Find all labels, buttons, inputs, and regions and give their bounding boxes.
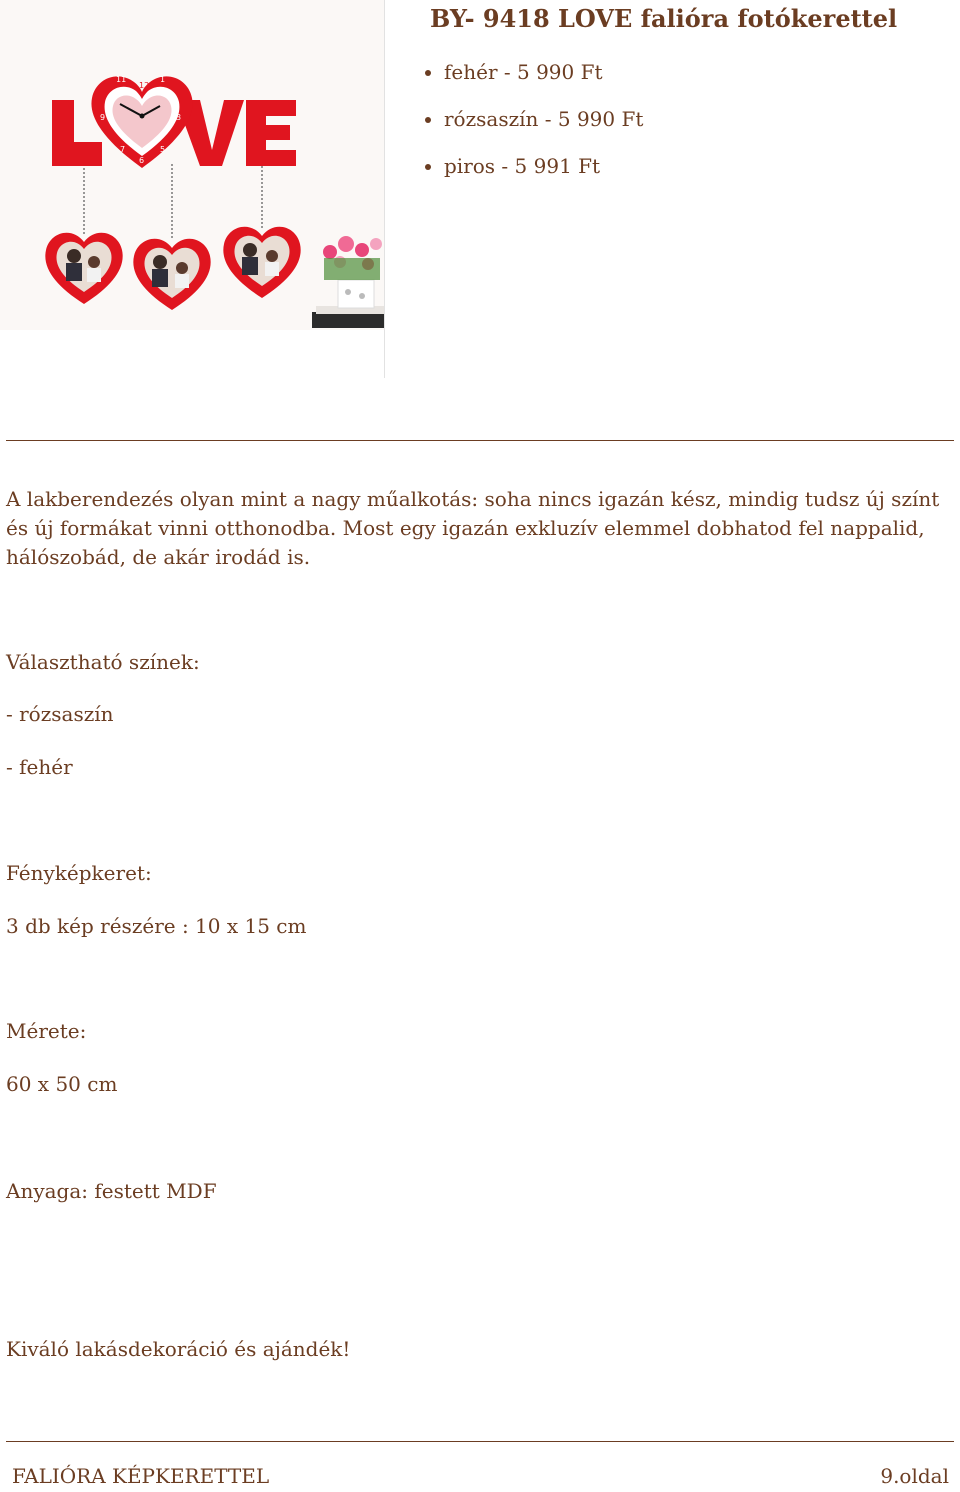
- frame-label: Fényképkeret:: [6, 861, 152, 885]
- closing-text: Kiváló lakásdekoráció és ajándék!: [6, 1337, 351, 1361]
- bullet-icon: [425, 117, 431, 123]
- variant-label: rózsaszín - 5 990 Ft: [444, 107, 644, 131]
- material-text: Anyaga: festett MDF: [6, 1179, 217, 1203]
- clock-number-11: 11: [116, 75, 127, 84]
- variant-label: piros - 5 991 Ft: [444, 154, 601, 178]
- clock-number-12: 12: [139, 81, 150, 90]
- clock-number-5: 5: [160, 145, 166, 154]
- description-intro: A lakberendezés olyan mint a nagy műalkotás: soha nincs igazán kész, mindig tudsz új színt és új formákat vinni otthonodba. Most egy igazán exkluzív elemmel dobhatod fel nappalid, hálószobád, de akár irodád is.: [6, 487, 940, 569]
- footer-divider: [6, 1441, 954, 1442]
- clock-number-6: 6: [139, 156, 145, 165]
- variant-item: [444, 58, 643, 105]
- section-divider: [6, 440, 954, 441]
- bullet-icon: [425, 164, 431, 170]
- variant-item: [444, 152, 643, 199]
- variant-label: fehér - 5 990 Ft: [444, 60, 603, 84]
- clock-number-9: 9: [100, 113, 106, 122]
- colors-label: Választható színek:: [6, 650, 200, 674]
- size-value: 60 x 50 cm: [6, 1072, 118, 1096]
- product-image: [0, 0, 385, 378]
- page-number: 9.oldal: [880, 1464, 949, 1488]
- footer-category: FALIÓRA KÉPKERETTEL: [12, 1464, 270, 1488]
- color-option: - fehér: [6, 755, 73, 779]
- love-clock-illustration: [0, 0, 384, 378]
- color-option: - rózsaszín: [6, 702, 114, 726]
- clock-number-1: 1: [160, 75, 166, 84]
- frame-value: 3 db kép részére : 10 x 15 cm: [6, 914, 307, 938]
- variant-item: [444, 105, 643, 152]
- size-label: Mérete:: [6, 1019, 87, 1043]
- bullet-icon: [425, 70, 431, 76]
- variant-price-list: [444, 58, 643, 199]
- product-title: BY- 9418 LOVE falióra fotókerettel: [430, 4, 898, 33]
- clock-number-7: 7: [120, 145, 126, 154]
- clock-number-3: 3: [176, 113, 182, 122]
